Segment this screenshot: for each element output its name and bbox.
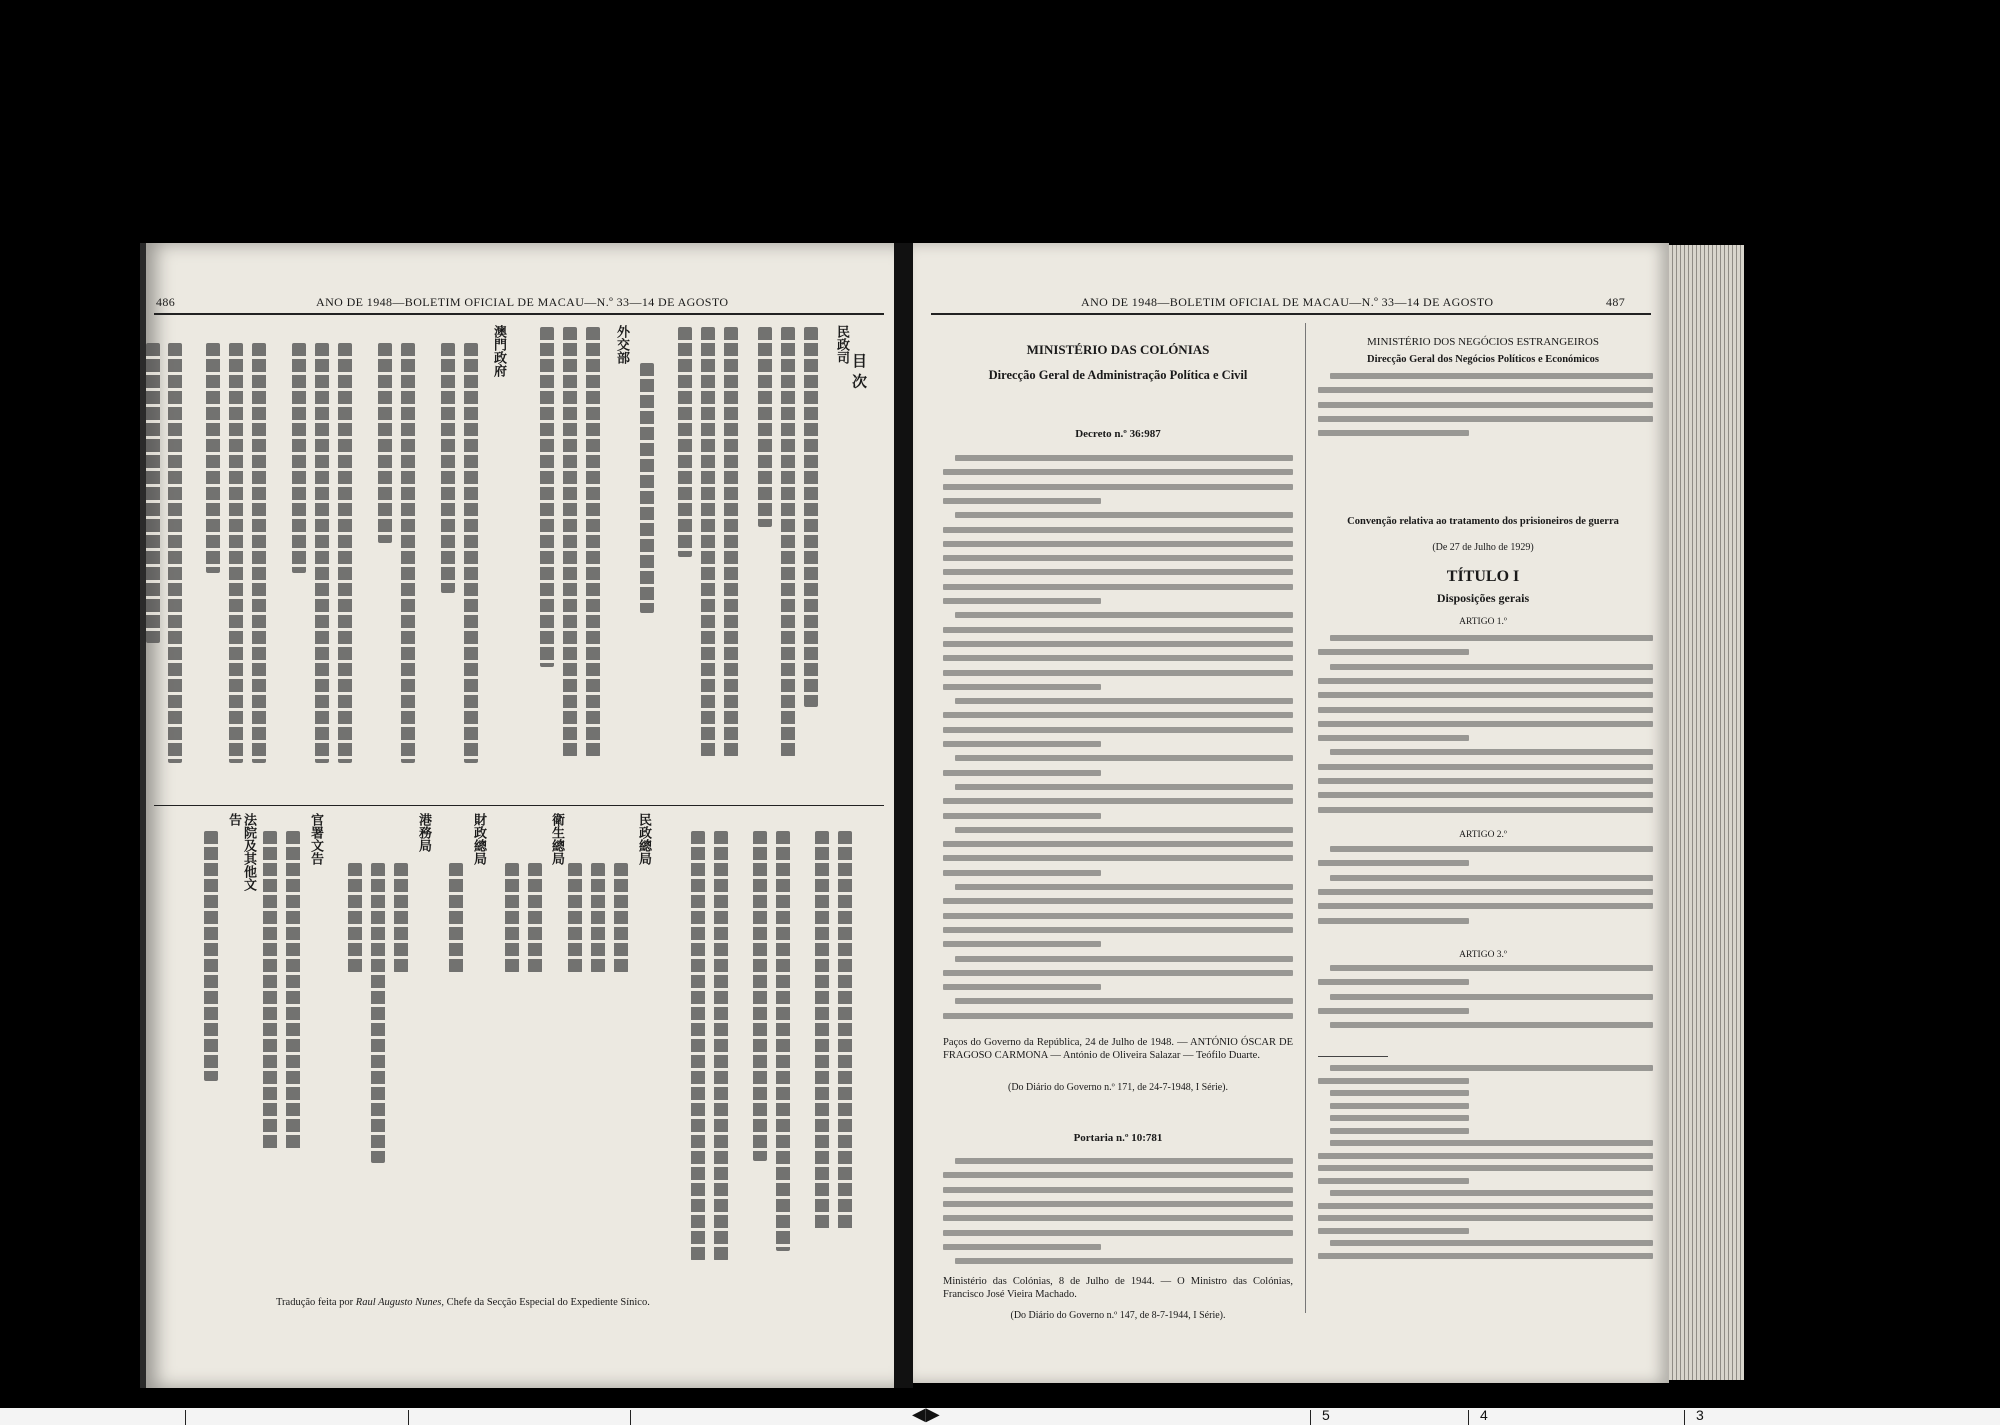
text-line [1330,965,1653,971]
text-line [1318,1178,1469,1184]
chinese-text-column [640,363,654,613]
text-line [1318,402,1653,408]
text-line [1318,430,1469,436]
chinese-text-column [146,343,160,643]
chinese-text-column [678,327,692,557]
text-line [1318,918,1469,924]
chinese-text-column [781,327,795,757]
text-line [955,755,1293,761]
text-line [955,698,1293,704]
chinese-text-column [753,831,767,1161]
text-line [943,727,1293,733]
chinese-text-column [263,831,277,1151]
strip-tick [185,1410,186,1425]
chinese-text-column [586,327,600,757]
strip-label: 3 [1696,1407,1704,1423]
footnote-rule [1318,1056,1388,1057]
text-line [1318,1203,1653,1209]
chinese-text-column [449,863,463,973]
chinese-text-column [758,327,772,527]
right-head-rule [931,313,1651,315]
text-line [943,941,1101,947]
text-line [955,956,1293,962]
text-line [1318,903,1653,909]
left-page [140,243,900,1388]
artigo-1-heading: ARTIGO 1.º [1459,617,1507,627]
text-line [1318,1008,1469,1014]
text-line [1330,1103,1469,1109]
decree-source: (Do Diário do Governo n.º 171, de 24-7-1948, I Série). [1008,1082,1228,1093]
right-page-number: 487 [1606,295,1626,309]
text-line [943,555,1293,561]
chinese-text-column [206,343,220,573]
ministry-estrangeiros: MINISTÉRIO DOS NEGÓCIOS ESTRANGEIROS [1367,336,1599,348]
portaria-signature: Ministério das Colónias, 8 de Julho de 1944. — O Ministro das Colónias, Francisco José Vieira Machado. [943,1276,1293,1300]
chinese-text-column [591,863,605,973]
text-line [943,898,1293,904]
contents-divider [154,805,884,806]
text-line [955,512,1293,518]
text-line [1318,692,1653,698]
section-heading-9: 法院及其他文告 [226,813,256,891]
section-heading-2: 外交部 [614,325,629,364]
right-page [913,243,1669,1383]
section-heading-6: 財政總局 [471,813,486,865]
text-line [943,712,1293,718]
section-heading-8: 官署文告 [308,813,323,865]
text-line [1330,1090,1469,1096]
text-line [1318,979,1469,985]
decree-number: Decreto n.º 36:987 [1075,428,1161,440]
text-line [955,1158,1293,1164]
section-heading-1: 民政司 [834,325,849,364]
book-gutter [894,243,913,1388]
text-line [943,913,1293,919]
text-line [943,1244,1101,1250]
strip-tick [1684,1410,1685,1425]
text-line [943,655,1293,661]
decree-signature: Paços do Governo da República, 24 de Julho de 1948. — ANTÓNIO ÓSCAR DE FRAGOSO CARMONA — António de Oliveira Salazar — Teófilo Duarte. [943,1037,1293,1061]
right-running-head: ANO DE 1948—BOLETIM OFICIAL DE MACAU—N.º 33—14 DE AGOSTO [1081,295,1494,309]
chinese-text-column [441,343,455,593]
text-line [1318,807,1653,813]
text-line [943,541,1293,547]
text-line [1330,664,1653,670]
left-running-head: ANO DE 1948—BOLETIM OFICIAL DE MACAU—N.º 33—14 DE AGOSTO [316,295,729,309]
chinese-text-column [563,327,577,757]
disposicoes-heading: Disposições gerais [1436,591,1530,605]
text-line [955,884,1293,890]
text-line [943,1172,1293,1178]
text-line [1318,1215,1653,1221]
chinese-text-column [505,863,519,973]
text-line [1318,1078,1469,1084]
text-line [955,827,1293,833]
text-line [955,455,1293,461]
chinese-text-column [714,831,728,1261]
text-line [1318,735,1469,741]
text-line [943,684,1101,690]
text-line [943,798,1293,804]
translator-name: Raul Augusto Nunes, [355,1297,444,1308]
artigo-2-heading: ARTIGO 2.º [1459,830,1507,840]
chinese-text-column [378,343,392,543]
text-line [943,484,1293,490]
text-line [943,1230,1293,1236]
text-line [943,970,1293,976]
text-line [1330,875,1653,881]
artigo-3-heading: ARTIGO 3.º [1459,950,1507,960]
chinese-text-column [464,343,478,763]
section-heading-4: 民政總局 [636,813,651,865]
chinese-text-column [701,327,715,757]
text-line [943,841,1293,847]
text-line [1330,1190,1653,1196]
translator-note-prefix: Tradução feita por [276,1297,354,1308]
chinese-text-column [528,863,542,973]
text-line [1330,1065,1653,1071]
text-line [943,670,1293,676]
text-line [943,584,1293,590]
text-line [955,1258,1293,1264]
left-head-rule [154,313,884,315]
text-line [943,527,1293,533]
text-line [943,598,1101,604]
section-heading-7: 港務局 [416,813,431,852]
text-line [1330,1128,1469,1134]
text-line [1330,1022,1653,1028]
strip-nav-arrows[interactable]: ◀▶ [912,1404,940,1425]
text-line [943,569,1293,575]
convention-title: Convenção relativa ao tratamento dos prisioneiros de guerra [1347,516,1619,527]
text-line [1318,721,1653,727]
chinese-text-column [168,343,182,763]
direction-negocios: Direcção Geral dos Negócios Políticos e Económicos [1367,354,1599,365]
text-line [1318,792,1653,798]
text-line [955,998,1293,1004]
text-line [955,612,1293,618]
chinese-text-column [229,343,243,763]
text-line [943,813,1101,819]
text-line [1330,1240,1653,1246]
chinese-text-column [394,863,408,973]
text-line [943,741,1101,747]
chinese-text-column [292,343,306,573]
text-line [955,784,1293,790]
text-line [943,498,1101,504]
strip-tick [630,1410,631,1425]
text-line [1330,846,1653,852]
strip-tick [408,1410,409,1425]
section-heading-5: 衛生總局 [549,813,564,865]
text-line [943,1013,1293,1019]
text-line [943,469,1293,475]
chinese-text-column [568,863,582,973]
chinese-text-column [614,863,628,973]
chinese-text-column [776,831,790,1251]
ministry-colonias: MINISTÉRIO DAS COLÓNIAS [1026,342,1210,357]
text-line [943,855,1293,861]
page-edges [1669,245,1744,1380]
text-line [1330,1140,1653,1146]
chinese-text-column [724,327,738,757]
text-line [943,641,1293,647]
text-line [1318,1228,1469,1234]
chinese-text-column [286,831,300,1151]
text-line [1318,1165,1653,1171]
chinese-text-column [838,831,852,1231]
strip-label: 5 [1322,1407,1330,1423]
translator-note [276,1296,876,1310]
chinese-text-column [348,863,362,973]
text-line [1330,994,1653,1000]
chinese-text-column [815,831,829,1231]
chinese-text-column [691,831,705,1261]
text-line [1318,416,1653,422]
portaria-number: Portaria n.º 10:781 [1073,1132,1163,1144]
text-line [1330,749,1653,755]
text-line [1318,387,1653,393]
text-line [1318,764,1653,770]
strip-label: 4 [1480,1407,1488,1423]
text-line [1330,373,1653,379]
text-line [943,870,1101,876]
chinese-text-column [401,343,415,763]
text-line [1318,778,1653,784]
chinese-text-column [252,343,266,763]
text-line [1318,678,1653,684]
direction-politica-civil: Direcção Geral de Administração Política e Civil [988,368,1248,382]
text-line [1318,1253,1653,1259]
text-line [1318,1153,1653,1159]
section-heading-3: 澳門政府 [491,325,506,377]
text-line [1318,889,1653,895]
chinese-text-column [338,343,352,763]
text-line [1330,635,1653,641]
titulo-heading: TÍTULO I [1446,568,1520,585]
text-line [1318,707,1653,713]
text-line [943,1187,1293,1193]
chinese-text-column [371,863,385,1163]
translator-role: Chefe da Secção Especial do Expediente Sínico. [446,1297,650,1308]
contents-title: 目 次 [850,353,868,389]
chinese-text-column [315,343,329,763]
text-line [943,1201,1293,1207]
strip-tick [1310,1410,1311,1425]
text-line [943,984,1101,990]
chinese-text-column [804,327,818,707]
text-line [943,927,1293,933]
text-line [943,1215,1293,1221]
text-line [943,770,1101,776]
text-line [1330,1115,1469,1121]
strip-tick [1468,1410,1469,1425]
text-line [1318,860,1469,866]
convention-date: (De 27 de Julho de 1929) [1432,542,1534,553]
portaria-source: (Do Diário do Governo n.º 147, de 8-7-1944, I Série). [1010,1310,1226,1321]
chinese-text-column [540,327,554,667]
left-page-number: 486 [156,295,176,309]
chinese-text-column [204,831,218,1081]
text-line [943,627,1293,633]
text-line [1318,649,1469,655]
column-divider [1305,323,1306,1313]
